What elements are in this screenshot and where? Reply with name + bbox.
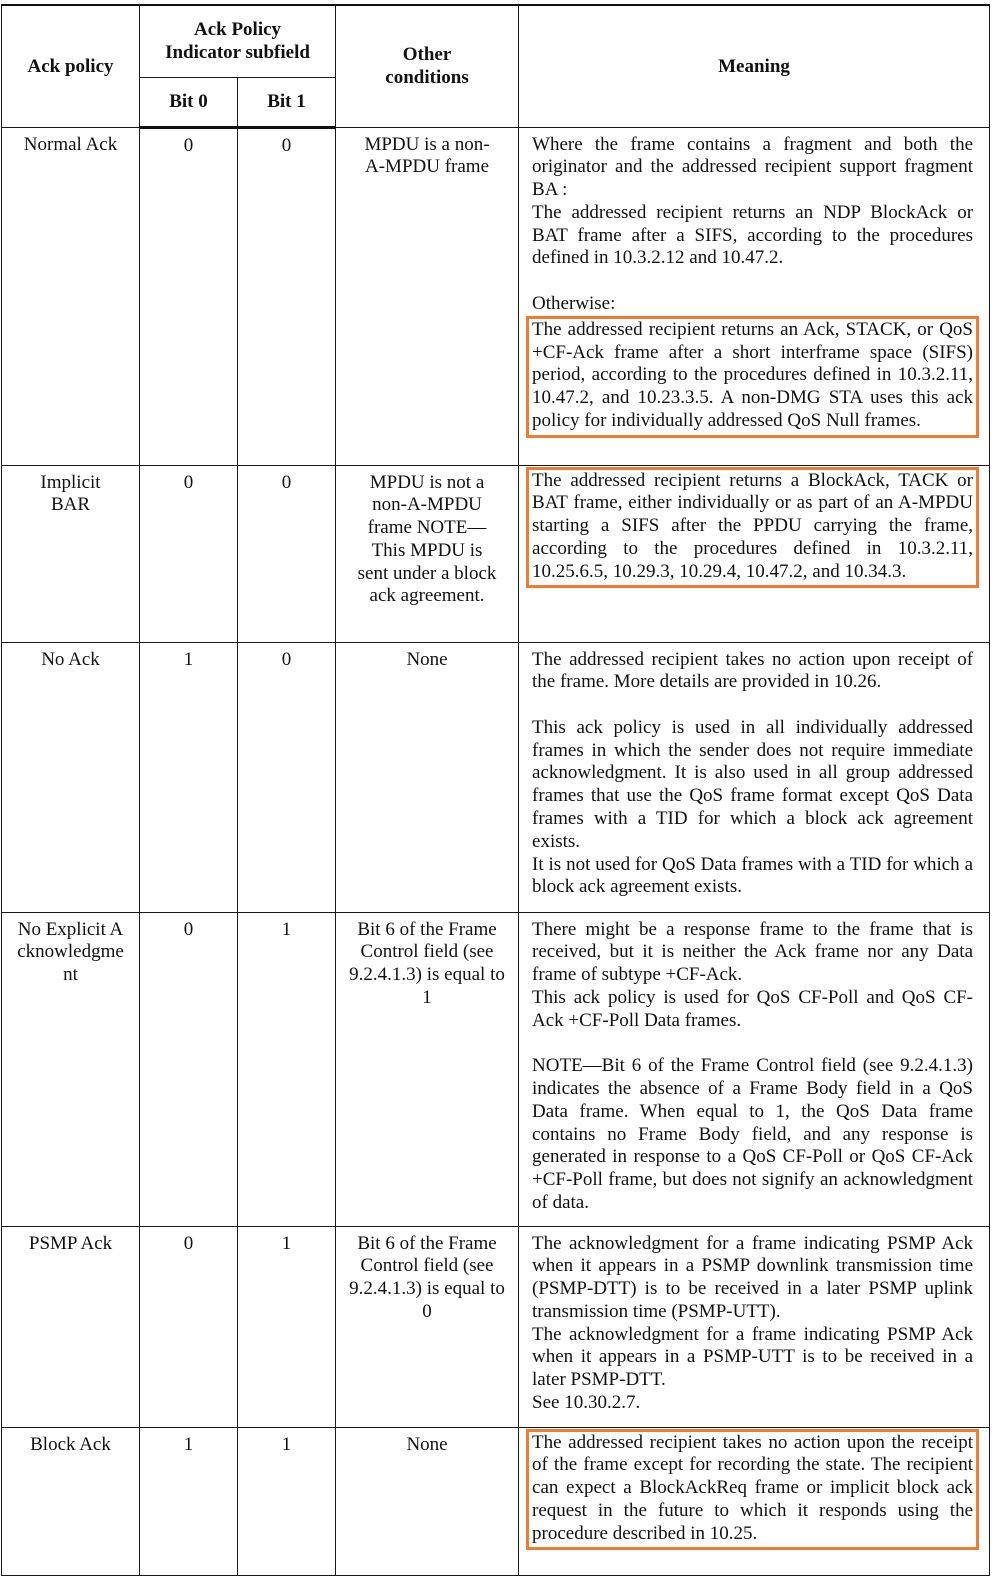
- meaning-paragraph: See 10.30.2.7.: [532, 1392, 641, 1414]
- other-conditions: MPDU is not a non-A-MPDU frame NOTE—This MPDU is sent under a block ack agreement.: [336, 465, 519, 642]
- meaning-cell: [519, 642, 990, 912]
- table-row: [2, 127, 990, 465]
- meaning-paragraph: This ack policy is used for QoS CF-Poll and QoS CF-Ack +CF-Poll Data frames.: [532, 986, 974, 1031]
- bit1-value: 1: [238, 1226, 336, 1427]
- other-conditions: Bit 6 of the Frame Control field (see 9.2.4.1.3) is equal to 0: [336, 1226, 519, 1427]
- policy-name: No Ack: [2, 642, 140, 912]
- meaning-paragraph-highlighted: The addressed recipient returns an Ack, STACK, or QoS +CF-Ack frame after a short interframe space (SIFS) period, according to the procedures defined in 10.3.2.11, 10.47.2, and 10.23.3.5. A non-DMG STA uses this ack policy for individually addressed QoS Null frames.: [532, 318, 974, 432]
- table-row: [2, 1226, 990, 1427]
- bit0-value: 0: [140, 1226, 238, 1427]
- meaning-paragraph: The addressed recipient takes no action upon receipt of the frame. More details are provided in 10.26.: [532, 648, 974, 693]
- bit0-value: 1: [140, 642, 238, 912]
- highlight-box: [526, 316, 979, 438]
- bit0-value: 1: [140, 1427, 238, 1575]
- header-ack-policy: Ack policy: [2, 5, 140, 127]
- meaning-paragraph: It is not used for QoS Data frames with a TID for which a block ack agreement exists.: [532, 853, 974, 898]
- meaning-paragraph: Where the frame contains a fragment and both the originator and the addressed recipient support fragment BA :: [532, 133, 974, 201]
- highlight-box: [526, 467, 979, 589]
- meaning-paragraph: The acknowledgment for a frame indicating PSMP Ack when it appears in a PSMP-UTT is to be received in a later PSMP-DTT.: [532, 1323, 974, 1391]
- header-bit1: Bit 1: [238, 77, 336, 127]
- policy-name: Implicit BAR: [2, 465, 140, 642]
- meaning-paragraph: NOTE—Bit 6 of the Frame Control field (see 9.2.4.1.3) indicates the absence of a Frame Body field in a QoS Data frame. When equal to 1, the QoS Data frame contains no Frame Body field, and any response is generated in response to a QoS CF-Poll or QoS CF-Ack +CF-Poll frame, but does not signify an acknowledgment of data.: [532, 1055, 974, 1214]
- policy-name: No Explicit Acknowledgment: [2, 912, 140, 1226]
- meaning-cell: [519, 1226, 990, 1427]
- meaning-paragraph-highlighted: The addressed recipient takes no action upon the receipt of the frame except for recording the state. The recipient can expect a BlockAckReq frame or implicit block ack request in the future to which it responds using the procedure described in 10.25.: [532, 1431, 974, 1544]
- policy-name: PSMP Ack: [2, 1226, 140, 1427]
- bit1-value: 0: [238, 642, 336, 912]
- table-row: [2, 1427, 990, 1575]
- other-conditions: MPDU is a non-A-MPDU frame: [336, 127, 519, 465]
- table-row: [2, 642, 990, 912]
- meaning-cell: [519, 1427, 990, 1575]
- meaning-paragraph-highlighted: The addressed recipient returns a BlockAck, TACK or BAT frame, either individually or as part of an A-MPDU starting a SIFS after the PPDU carrying the frame, according to the procedures defined in 10.3.2.11, 10.25.6.5, 10.29.3, 10.29.4, 10.47.2, and 10.34.3.: [532, 469, 974, 582]
- bit1-value: 0: [238, 465, 336, 642]
- meaning-paragraph: The addressed recipient returns an NDP BlockAck or BAT frame after a SIFS, according to the procedures defined in 10.3.2.12 and 10.47.2.: [532, 201, 974, 269]
- meaning-paragraph: This ack policy is used in all individually addressed frames in which the sender does not require immediate acknowledgment. It is also used in all group addressed frames that use the QoS frame format except QoS Data frames with a TID for which a block ack agreement exists.: [532, 716, 974, 852]
- meaning-paragraph: Otherwise:: [532, 293, 616, 315]
- bit0-value: 0: [140, 912, 238, 1226]
- other-conditions: None: [336, 642, 519, 912]
- highlight-box: [526, 1429, 979, 1551]
- ack-policy-table-container: [1, 4, 989, 1576]
- header-indicator-subfield: Ack Policy Indicator subfield: [140, 5, 336, 77]
- table-row: [2, 465, 990, 642]
- header-bit0: Bit 0: [140, 77, 238, 127]
- meaning-cell: [519, 912, 990, 1226]
- meaning-paragraph: The acknowledgment for a frame indicating PSMP Ack when it appears in a PSMP downlink transmission time (PSMP-DTT) is to be received in a later PSMP uplink transmission time (PSMP-UTT).: [532, 1232, 974, 1322]
- header-meaning: Meaning: [519, 5, 990, 127]
- other-conditions: Bit 6 of the Frame Control field (see 9.2.4.1.3) is equal to 1: [336, 912, 519, 1226]
- header-other-conditions: Other conditions: [336, 5, 519, 127]
- other-conditions: None: [336, 1427, 519, 1575]
- table-row: [2, 912, 990, 1226]
- policy-name: Block Ack: [2, 1427, 140, 1575]
- meaning-cell: [519, 465, 990, 642]
- bit0-value: 0: [140, 465, 238, 642]
- ack-policy-table: [1, 4, 990, 1576]
- bit1-value: 1: [238, 912, 336, 1226]
- bit1-value: 1: [238, 1427, 336, 1575]
- bit0-value: 0: [140, 127, 238, 465]
- meaning-paragraph: There might be a response frame to the frame that is received, but it is neither the Ack frame nor any Data frame of subtype +CF-Ack.: [532, 918, 974, 986]
- meaning-cell: [519, 127, 990, 465]
- policy-name: Normal Ack: [2, 127, 140, 465]
- bit1-value: 0: [238, 127, 336, 465]
